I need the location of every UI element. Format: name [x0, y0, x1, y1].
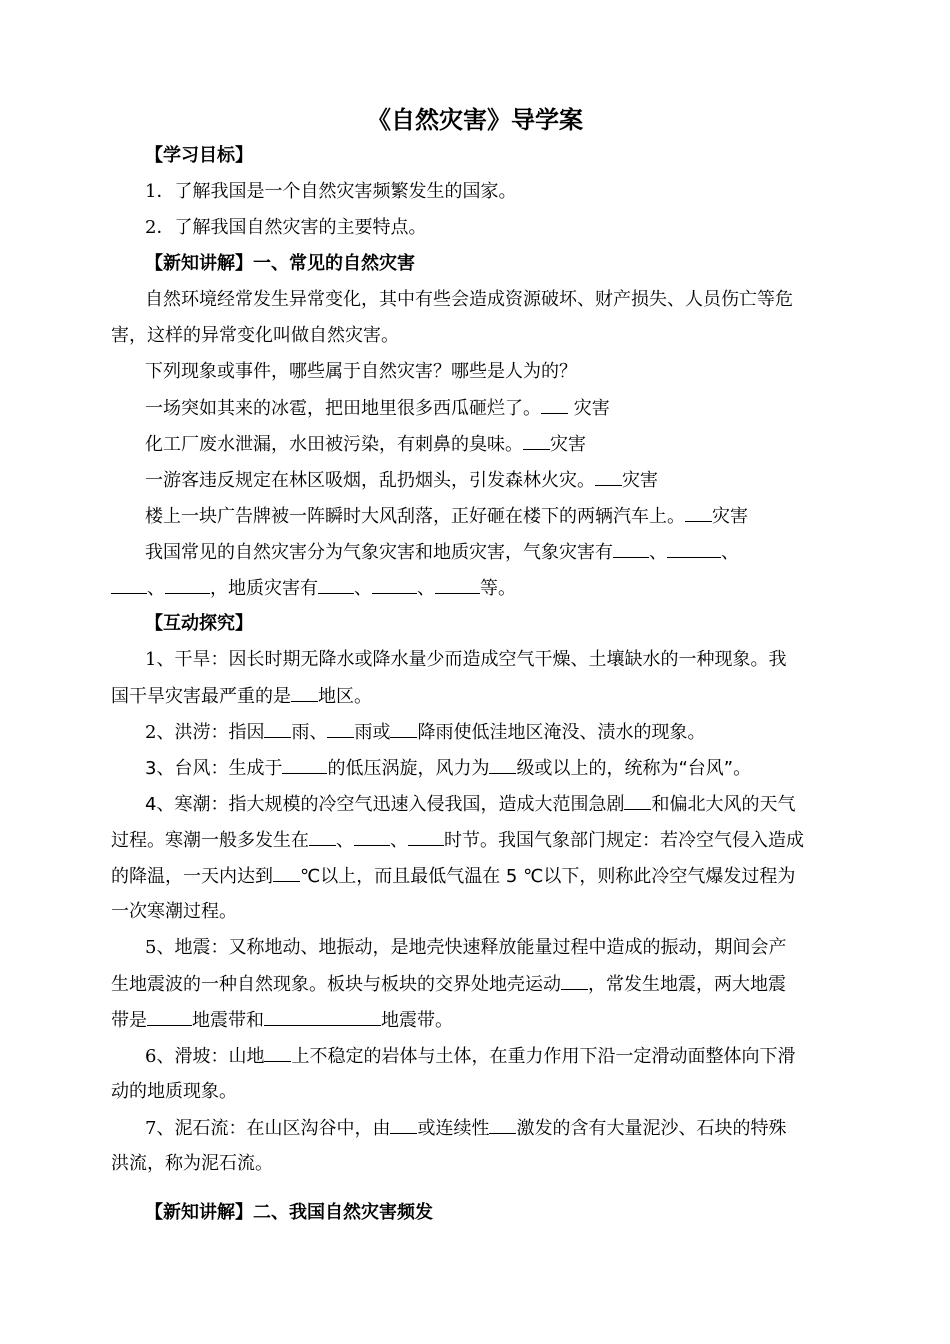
answer-blank[interactable] [489, 755, 516, 774]
answer-blank[interactable] [667, 539, 721, 558]
section-header-interactive: 【互动探究】 [145, 613, 253, 634]
answer-blank[interactable] [273, 863, 300, 882]
answer-blank[interactable] [282, 755, 327, 774]
example-hail: 一场突如其来的冰雹，把田地里很多西瓜砸烂了。 灾害 [145, 395, 845, 422]
answer-blank[interactable] [685, 503, 712, 522]
cold-wave-line-2: 过程。寒潮一般多发生在 、 、 时节。我国气象部门规定：若冷空气侵入造成 [111, 827, 846, 854]
answer-blank[interactable] [327, 719, 354, 738]
answer-blank[interactable] [595, 467, 622, 486]
answer-blank[interactable] [309, 827, 336, 846]
earthquake-line-2: 生地震波的一种自然现象。板块与板块的交界处地壳运动 ，常发生地震，两大地震 [111, 971, 846, 998]
classification-line-2: 、 ，地质灾害有 、 、 等。 [111, 575, 846, 602]
earthquake-line-1: 5、地震：又称地动、地振动，是地壳快速释放能量过程中造成的振动，期间会产 [145, 937, 787, 958]
question-line: 下列现象或事件，哪些属于自然灾害？哪些是人为的？ [145, 361, 577, 382]
answer-blank[interactable] [291, 683, 318, 702]
definition-line-1: 自然环境经常发生异常变化，其中有些会造成资源破坏、财产损失、人员伤亡等危 [145, 289, 793, 310]
cold-wave-line-4: 一次寒潮过程。 [111, 901, 237, 922]
answer-blank[interactable] [624, 791, 651, 810]
answer-blank[interactable] [561, 971, 588, 990]
earthquake-line-3: 带是 地震带和 地震带。 [111, 1007, 846, 1034]
drought-line-1: 1、干旱：因长时期无降水或降水量少而造成空气干燥、土壤缺水的一种现象。我 [145, 649, 787, 670]
answer-blank[interactable] [264, 1043, 291, 1062]
definition-line-2: 害，这样的异常变化叫做自然灾害。 [111, 325, 399, 346]
answer-blank[interactable] [264, 719, 291, 738]
flood-line: 2、洪涝：指因 雨、 雨或 降雨使低洼地区淹没、渍水的现象。 [145, 719, 845, 746]
answer-blank[interactable] [372, 575, 417, 594]
page-title: 《自然灾害》导学案 [367, 106, 583, 134]
answer-blank[interactable] [541, 395, 568, 414]
section-header-common-disasters: 【新知讲解】一、常见的自然灾害 [145, 253, 415, 274]
answer-blank[interactable] [523, 431, 550, 450]
classification-line-1: 我国常见的自然灾害分为气象灾害和地质灾害，气象灾害有 、 、 [145, 539, 845, 566]
answer-blank[interactable] [613, 539, 649, 558]
typhoon-line: 3、台风：生成于 的低压涡旋，风力为 级或以上的，统称为“台风”。 [145, 755, 845, 782]
cold-wave-line-1: 4、寒潮：指大规模的冷空气迅速入侵我国，造成大范围急剧 和偏北大风的天气 [145, 791, 845, 818]
drought-line-2: 国干旱灾害最严重的是 地区。 [111, 683, 846, 710]
debris-flow-line-2: 洪流，称为泥石流。 [111, 1153, 273, 1174]
example-forest-fire: 一游客违反规定在林区吸烟，乱扔烟头，引发森林火灾。 灾害 [145, 467, 845, 494]
goal-2: 2．了解我国自然灾害的主要特点。 [145, 217, 427, 238]
answer-blank[interactable] [147, 1007, 192, 1026]
answer-blank[interactable] [111, 575, 147, 594]
answer-blank[interactable] [318, 575, 354, 594]
goal-1: 1．了解我国是一个自然灾害频繁发生的国家。 [145, 181, 517, 202]
answer-blank[interactable] [435, 575, 480, 594]
section-header-learning-goals: 【学习目标】 [145, 145, 253, 166]
answer-blank[interactable] [408, 827, 444, 846]
answer-blank[interactable] [489, 1115, 516, 1134]
answer-blank[interactable] [390, 719, 417, 738]
cold-wave-line-3: 的降温，一天内达到 ℃以上，而且最低气温在 5 ℃以下，则称此冷空气爆发过程为 [111, 863, 846, 890]
answer-blank[interactable] [390, 1115, 417, 1134]
answer-blank[interactable] [354, 827, 390, 846]
example-chemical-leak: 化工厂废水泄漏，水田被污染，有刺鼻的臭味。 灾害 [145, 431, 845, 458]
landslide-line-2: 动的地质现象。 [111, 1081, 237, 1102]
landslide-line-1: 6、滑坡：山地 上不稳定的岩体与土体，在重力作用下沿一定滑动面整体向下滑 [145, 1043, 845, 1070]
answer-blank[interactable] [165, 575, 210, 594]
debris-flow-line-1: 7、泥石流：在山区沟谷中，由 或连续性 激发的含有大量泥沙、石块的特殊 [145, 1115, 845, 1142]
section-header-frequent-disasters: 【新知讲解】二、我国自然灾害频发 [145, 1202, 433, 1223]
example-billboard: 楼上一块广告牌被一阵瞬时大风刮落，正好砸在楼下的两辆汽车上。 灾害 [145, 503, 845, 530]
answer-blank[interactable] [264, 1007, 381, 1026]
